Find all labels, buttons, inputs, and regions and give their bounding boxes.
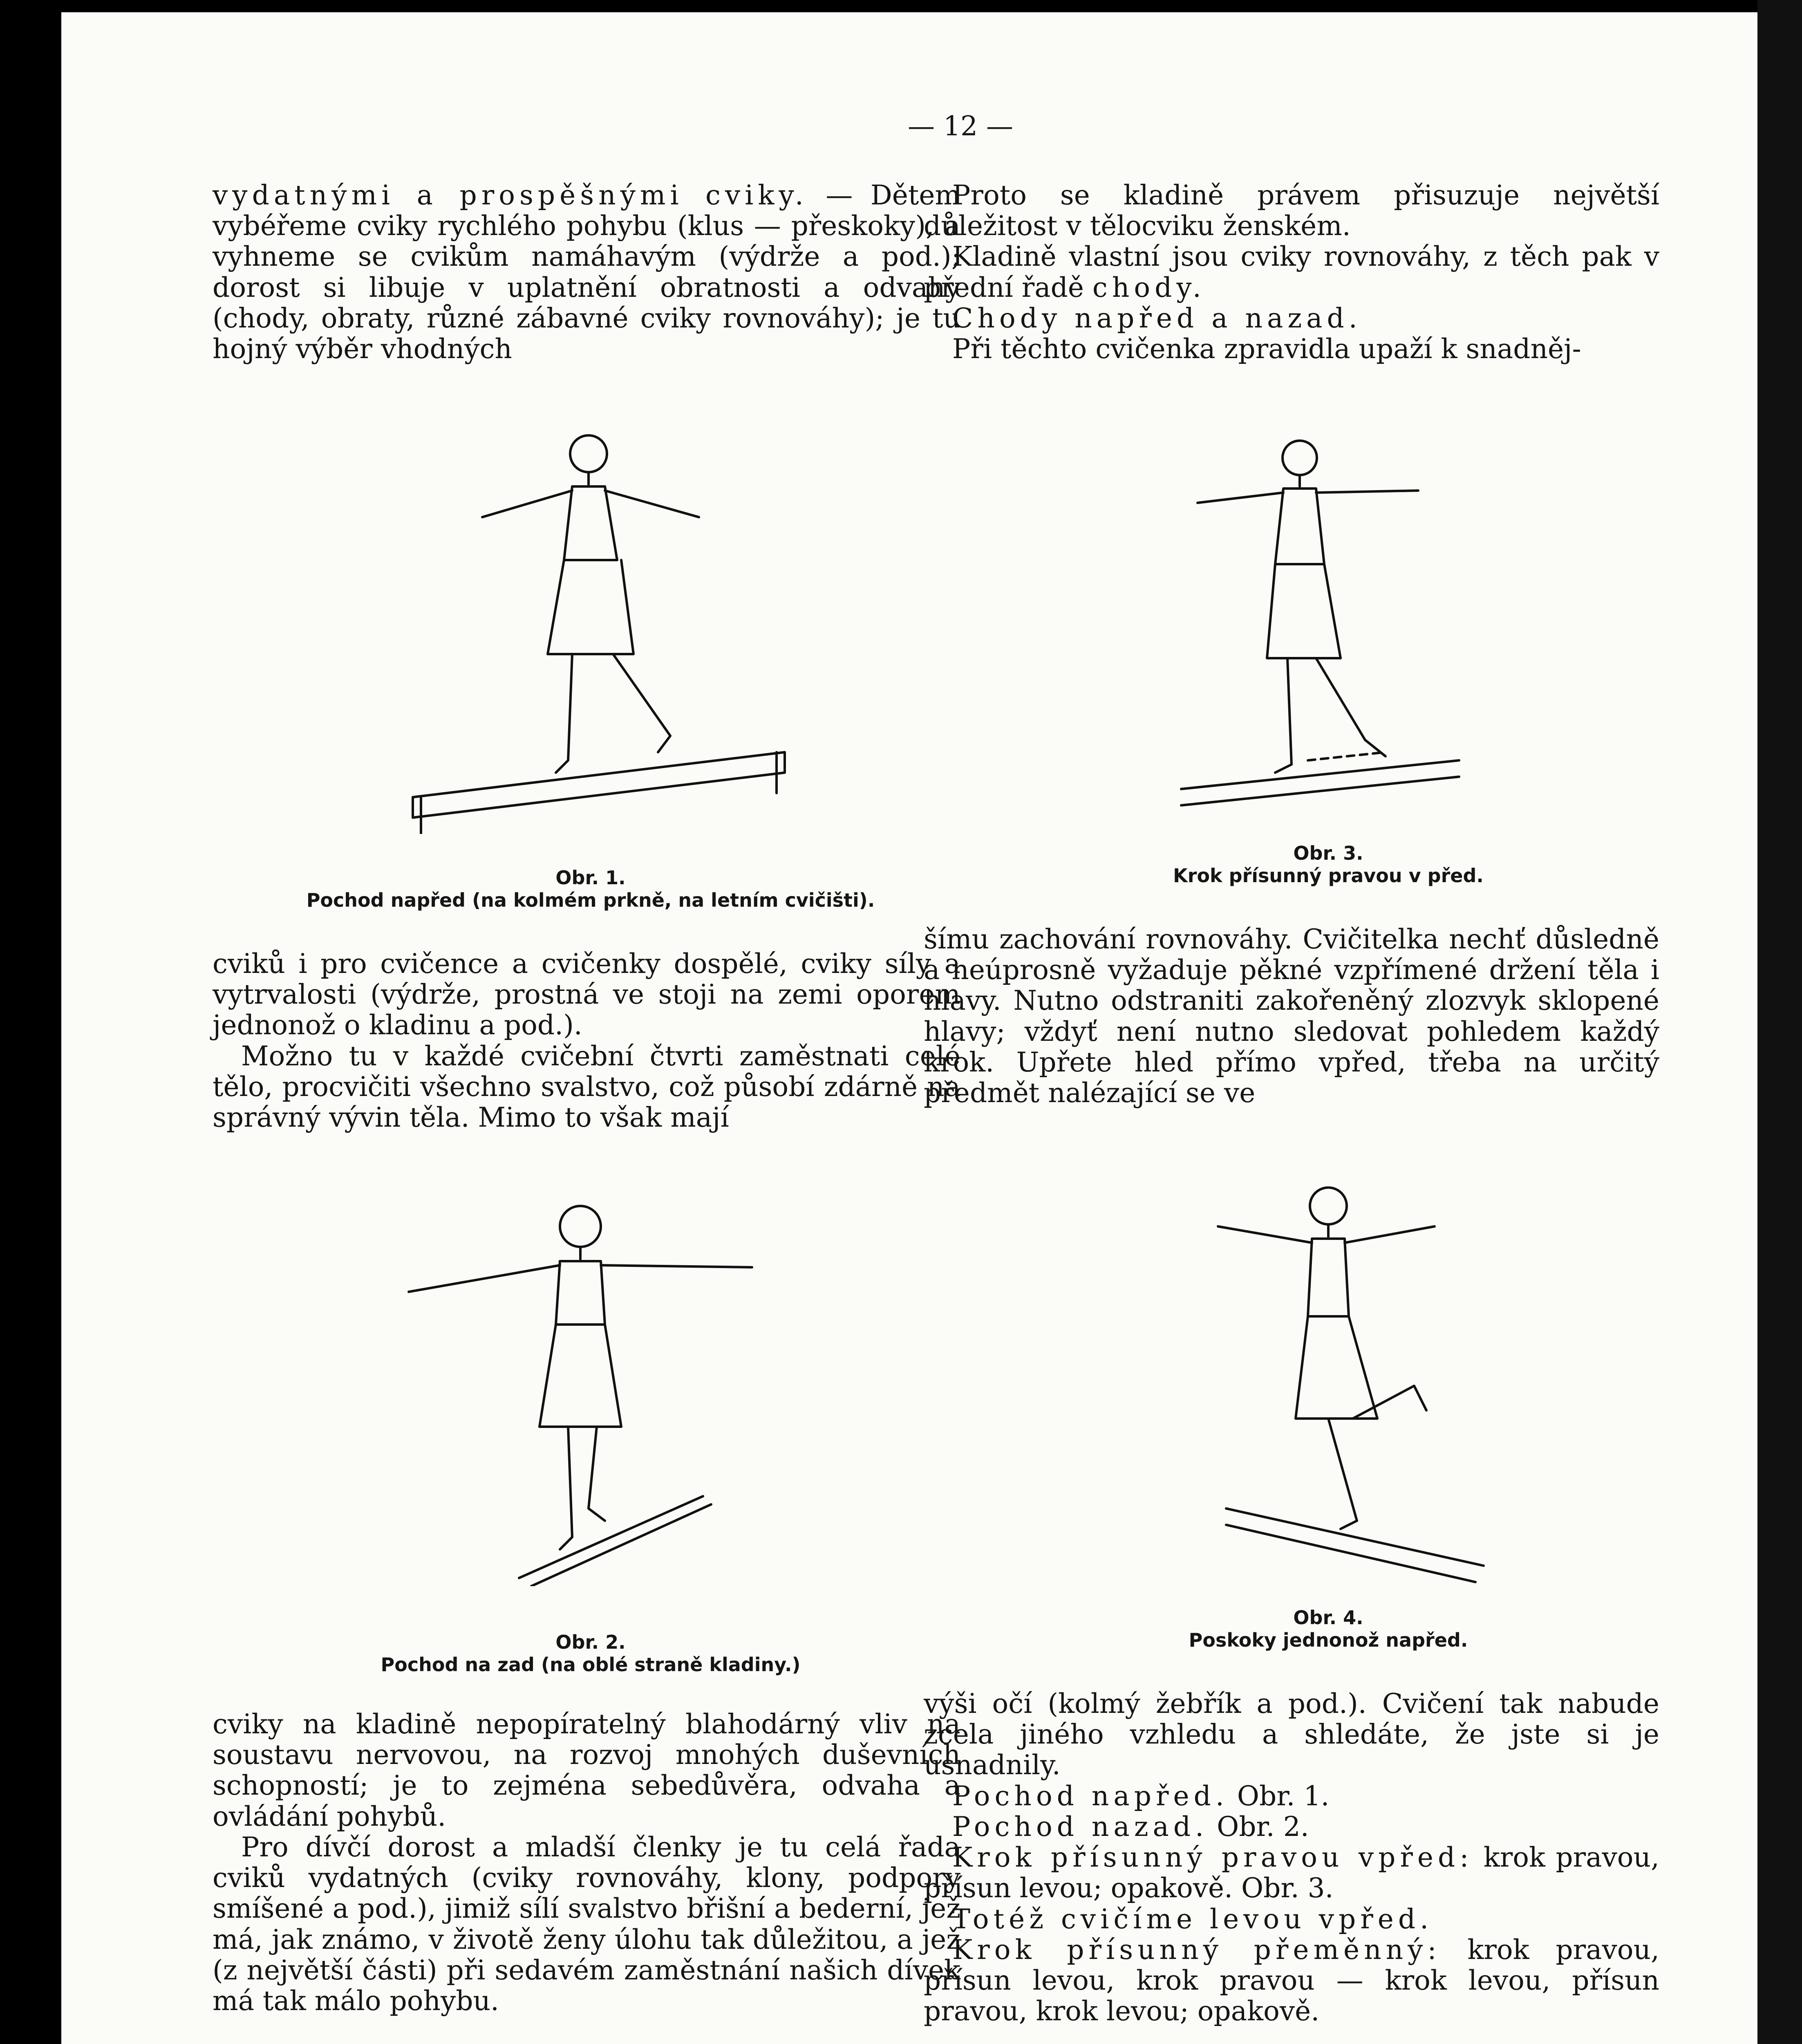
exercise-line-5-term: Krok přísunný přeměnný: xyxy=(952,1934,1441,1966)
chody-heading: Chody napřed a nazad. xyxy=(952,302,1362,334)
exercise-line-3 xyxy=(924,1842,1659,1903)
figure-3-caption-text: Krok přísunný pravou v před. xyxy=(1173,865,1484,887)
figure-4-illustration xyxy=(1165,1157,1512,1586)
figure-1-caption-text: Pochod napřed (na kolmém prkně, na letním cvičišti). xyxy=(306,889,875,912)
exercise-line-4 xyxy=(924,1904,1659,1934)
right-top-paragraph-2 xyxy=(924,241,1659,303)
exercise-line-5 xyxy=(924,1934,1659,2027)
exercise-line-2-term: Pochod nazad. xyxy=(952,1811,1209,1842)
right-middle-paragraph xyxy=(924,924,1659,1108)
figure-2-caption xyxy=(213,1631,969,1676)
right-top-paragraph-2-text: Kladině vlastní jsou cviky rovnováhy, z těch pak v přední řadě xyxy=(924,241,1659,303)
exercise-line-2-text: Obr. 2. xyxy=(1208,1811,1309,1842)
exercise-line-3-term: Krok přísunný pravou vpřed: xyxy=(952,1842,1473,1874)
figure-1-illustration xyxy=(376,425,846,834)
right-top-paragraphs xyxy=(924,180,1659,364)
scan-dark-border xyxy=(1757,0,1802,2044)
emphasis-vydatnymi: vydatnými a prospěšnými cviky. xyxy=(213,179,808,211)
emphasis-chody: chody. xyxy=(1092,271,1206,303)
page-number: — 12 — xyxy=(908,110,1013,142)
exercise-line-3-text: krok pravou, přísun levou; opakově. Obr. 3. xyxy=(924,1842,1659,1904)
figure-2-illustration xyxy=(376,1198,785,1586)
right-top-paragraph-1: Proto se kladině právem přisuzuje největší důležitost v tělocviku ženském. xyxy=(924,179,1659,242)
exercise-line-1-text: Obr. 1. xyxy=(1228,1780,1330,1812)
left-middle-paragraphs xyxy=(213,948,960,1133)
left-top-paragraph xyxy=(213,180,960,364)
figure-4-drawing xyxy=(1165,1157,1512,1586)
exercise-line-5-text: krok pravou, přísun levou, krok pravou — krok levou, přísun pravou, krok levou; opakově. xyxy=(924,1934,1659,2027)
left-bottom-paragraphs xyxy=(213,1709,960,2016)
figure-3-caption xyxy=(981,842,1676,887)
upazi-line: Při těchto cvičenka zpravidla upaží k snadněj- xyxy=(952,333,1581,365)
exercise-line-1 xyxy=(924,1781,1659,1811)
figure-3-label: Obr. 3. xyxy=(1293,842,1363,864)
figure-1-label: Obr. 1. xyxy=(555,867,626,889)
exercise-line-1-term: Pochod napřed. xyxy=(952,1780,1229,1812)
figure-3-illustration xyxy=(1173,429,1492,818)
left-bottom-paragraph-2: Pro dívčí dorost a mladší členky je tu celá řada cviků vydatných (cviky rovnováhy, klony, podpory smíšené a pod.), jimiž sílí svalstvo břišní a bederní, jež má, jak známo, v životě ženy úlohu tak důležitou, a jež (z největší části) při sedavém zaměstnání našich dívek má tak málo pohybu. xyxy=(213,1831,960,2017)
exercise-line-4-term: Totéž cvičíme levou vpřed. xyxy=(952,1903,1433,1935)
figure-2-label: Obr. 2. xyxy=(555,1631,626,1653)
right-middle-paragraph-text: šímu zachování rovnováhy. Cvičitelka nechť důsledně a neúprosně vyžaduje pěkné vzpřímené držení těla i hlavy. Nutno odstraniti zakořeněný zlozvyk sklopené hlavy; vždyť není nutno sledovat pohledem každý krok. Upřete hled přímo vpřed, třeba na určitý předmět nalézající se ve xyxy=(924,923,1659,1109)
exercise-line-2 xyxy=(924,1811,1659,1842)
page-sheet xyxy=(61,12,1757,2044)
left-middle-paragraph-1: cviků i pro cvičence a cvičenky dospělé, cviky síly a vytrvalosti (výdrže, prostná ve stoji na zemi oporem jednonož o kladinu a pod.). xyxy=(213,948,960,1041)
right-bottom-paragraph: výši očí (kolmý žebřík a pod.). Cvičení tak nabude zcela jiného vzhledu a shledáte, že jste si je usnadnily. xyxy=(924,1688,1659,1781)
left-middle-paragraph-2: Možno tu v každé cvičební čtvrti zaměstnati celé tělo, procvičiti všechno svalstvo, což působí zdárně na správný vývin těla. Mimo to však mají xyxy=(213,1040,960,1134)
figure-2-drawing xyxy=(376,1198,785,1586)
figure-2-caption-text: Pochod na zad (na oblé straně kladiny.) xyxy=(381,1654,801,1676)
figure-4-label: Obr. 4. xyxy=(1293,1607,1363,1629)
figure-4-caption-text: Poskoky jednonož napřed. xyxy=(1189,1629,1468,1652)
figure-1-caption xyxy=(213,867,969,912)
figure-1-drawing xyxy=(376,425,846,834)
figure-3-drawing xyxy=(1173,429,1492,818)
left-top-rest: — Dětem vybéřeme cviky rychlého pohybu (klus — přeskoky), a vyhneme se cvikům namáhavým (výdrže a pod.); dorost si libuje v uplatnění obratnosti a odvahy (chody, obraty, různé zábavné cviky rovnováhy); je tu hojný výběr vhodných xyxy=(213,179,960,365)
left-bottom-paragraph-1: cviky na kladině nepopíratelný blahodárný vliv na soustavu nervovou, na rozvoj mnohých duševních schopností; je to zejména sebedůvěra, odvaha a ovládání pohybů. xyxy=(213,1708,960,1832)
figure-4-caption xyxy=(981,1607,1676,1652)
right-bottom-paragraphs xyxy=(924,1688,1659,2027)
